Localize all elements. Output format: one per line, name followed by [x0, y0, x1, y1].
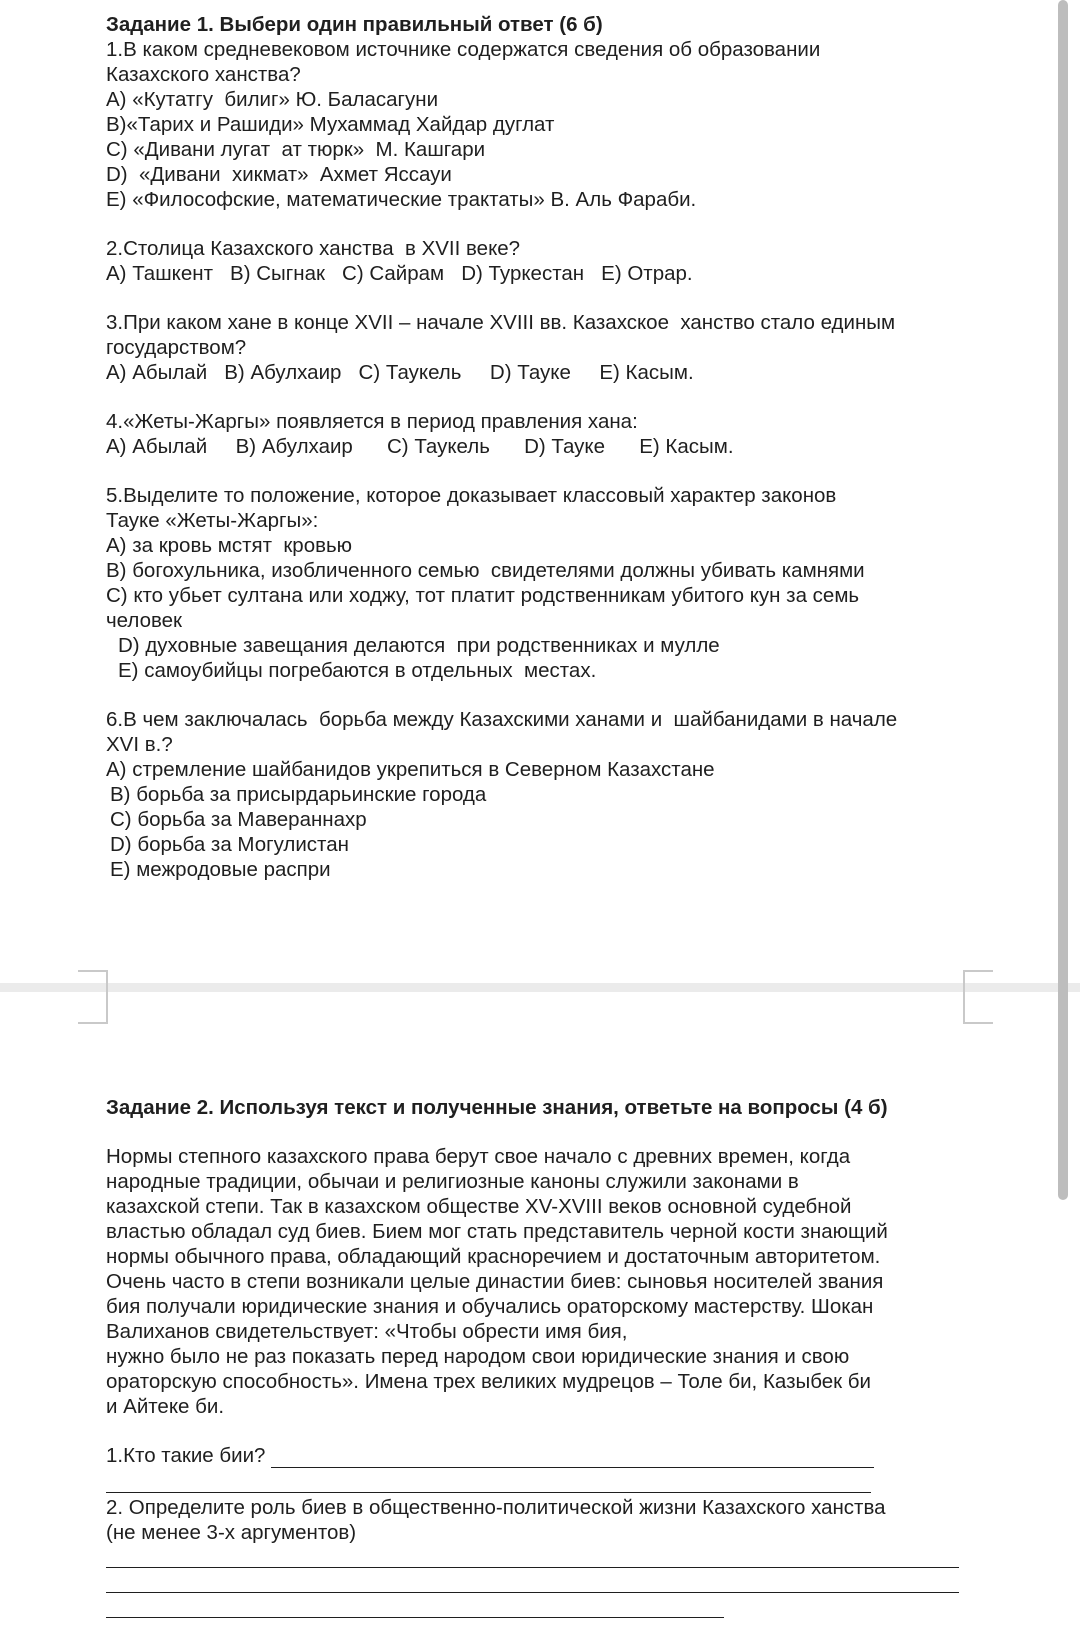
answer-option-e: Е) межродовые распри [110, 858, 331, 881]
answer-option-c: С) «Дивани лугат ат тюрк» М. Кашгари [106, 138, 486, 161]
paragraph-line: нужно было не раз показать перед народом свои юридические знания и свою [106, 1345, 850, 1368]
question-text: 4.«Жеты-Жаргы» появляется в период правления хана: [106, 410, 638, 433]
page-corner-right [963, 970, 993, 1024]
question-2 [106, 236, 986, 286]
scrollbar[interactable] [1058, 0, 1068, 1200]
task2-paragraph [106, 1144, 986, 1419]
answer-line[interactable] [106, 1592, 959, 1593]
question-text: 1.В каком средневековом источнике содержатся сведения об образовании [106, 38, 821, 61]
answer-line[interactable] [106, 1567, 959, 1568]
answer-option-e: Е) «Философские, математические трактаты» В. Аль Фараби. [106, 188, 697, 211]
paragraph-line: Валиханов свидетельствует: «Чтобы обрести имя бия, [106, 1320, 628, 1343]
task1-section [106, 12, 986, 882]
paragraph-line: нормы обычного права, обладающий красноречием и достаточным авторитетом. [106, 1245, 881, 1268]
page-corner-left [78, 970, 108, 1024]
question-text: 2.Столица Казахского ханства в XVII веке? [106, 237, 521, 260]
paragraph-line: властью обладал суд биев. Бием мог стать представитель черной кости знающий [106, 1220, 888, 1243]
task2-section [106, 1095, 986, 1618]
question-6 [106, 707, 986, 882]
answer-option-b: В) богохульника, изобличенного семью свидетелями должны убивать камнями [106, 559, 865, 582]
answer-line[interactable] [106, 1492, 871, 1493]
paragraph-line: ораторскую способность». Имена трех великих мудрецов – Толе би, Казыбек би [106, 1370, 871, 1393]
question-1 [106, 37, 986, 212]
answer-line[interactable] [271, 1447, 874, 1468]
answer-options: А) Абылай В) Абулхаир С) Таукель D) Тауке Е) Касым. [106, 361, 694, 384]
answer-option-c: С) кто убьет султана или ходжу, тот платит родственникам убитого кун за семь [106, 584, 860, 607]
answer-option-a: А) «Кутатгу билиг» Ю. Баласагуни [106, 88, 439, 111]
question-3 [106, 310, 986, 385]
paragraph-line: Нормы степного казахского права берут свое начало с древних времен, когда [106, 1145, 851, 1168]
question-text: 5.Выделите то положение, которое доказывает классовый характер законов [106, 484, 837, 507]
answer-option-e: Е) самоубийцы погребаются в отдельных местах. [118, 659, 597, 682]
question-text: государством? [106, 336, 247, 359]
question-text: 6.В чем заключалась борьба между Казахскими ханами и шайбанидами в начале [106, 708, 898, 731]
answer-options: А) Ташкент В) Сыгнак С) Сайрам D) Туркестан Е) Отрар. [106, 262, 693, 285]
answer-option-d: D) «Дивани хикмат» Ахмет Яссауи [106, 163, 452, 186]
task2-question-2 [106, 1495, 986, 1618]
task2-title: Задание 2. Используя текст и полученные знания, ответьте на вопросы (4 б) [106, 1096, 888, 1119]
question-text: 1.Кто такие бии? [106, 1444, 266, 1467]
task2-question-1 [106, 1443, 986, 1493]
question-text: Тауке «Жеты-Жаргы»: [106, 509, 319, 532]
answer-option-a: А) стремление шайбанидов укрепиться в Северном Казахстане [106, 758, 715, 781]
answer-option-d: D) духовные завещания делаются при родственниках и мулле [118, 634, 720, 657]
answer-option-b: В) борьба за присырдарьинские города [110, 783, 487, 806]
question-4 [106, 409, 986, 459]
answer-option-a: А) за кровь мстят кровью [106, 534, 353, 557]
question-5 [106, 483, 986, 683]
paragraph-line: Очень часто в степи возникали целые династии биев: сыновья носителей звания [106, 1270, 884, 1293]
question-text: (не менее 3-х аргументов) [106, 1521, 357, 1544]
question-text: XVI в.? [106, 733, 173, 756]
task1-title: Задание 1. Выбери один правильный ответ (6 б) [106, 13, 603, 36]
answer-option-c-cont: человек [106, 609, 183, 632]
answer-option-b: В)«Тарих и Рашиди» Мухаммад Хайдар дуглат [106, 113, 555, 136]
answer-options: А) Абылай В) Абулхаир С) Таукель D) Тауке Е) Касым. [106, 435, 734, 458]
answer-option-d: D) борьба за Могулистан [110, 833, 349, 856]
paragraph-line: народные традиции, обычаи и религиозные каноны служили законами в [106, 1170, 799, 1193]
answer-option-c: С) борьба за Мавераннахр [110, 808, 367, 831]
question-text: Казахского ханства? [106, 63, 301, 86]
question-text: 3.При каком хане в конце XVII – начале XVIII вв. Казахское ханство стало единым [106, 311, 896, 334]
question-text: 2. Определите роль биев в общественно-политической жизни Казахского ханства [106, 1496, 886, 1519]
paragraph-line: и Айтеке би. [106, 1395, 225, 1418]
answer-line[interactable] [106, 1617, 724, 1618]
page-divider [0, 983, 1080, 992]
paragraph-line: бия получали юридические знания и обучались ораторскому мастерству. Шокан [106, 1295, 874, 1318]
paragraph-line: казахской степи. Так в казахском обществе XV-XVIII веков основной судебной [106, 1195, 852, 1218]
